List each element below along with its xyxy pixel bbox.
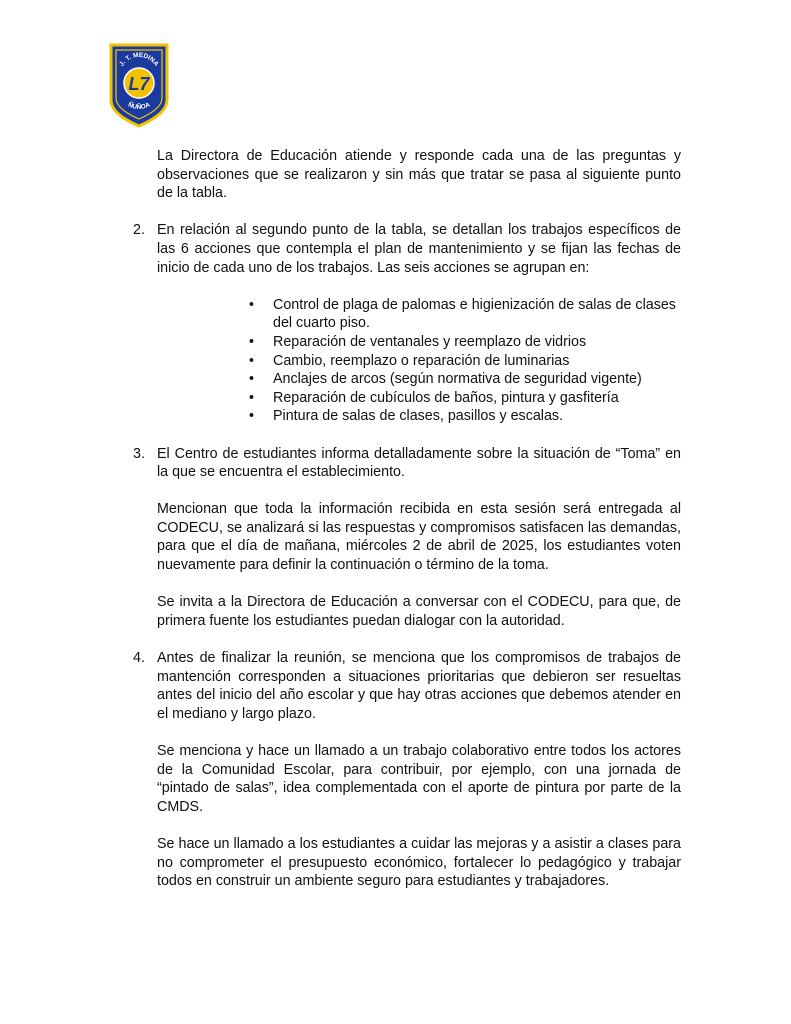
bullet-item: • Cambio, reemplazo o reparación de luminarias (249, 352, 681, 371)
item-number: 4. (133, 650, 145, 667)
list-item-3 (133, 445, 681, 631)
item-paragraph: Se menciona y hace un llamado a un trabajo colaborativo entre todos los actores de la Comunidad Escolar, para contribuir, por ejemplo, con una jornada de “pintado de salas”, idea complementada con el aporte de pintura por parte de la CMDS. (157, 743, 681, 815)
item-paragraph: Se hace un llamado a los estudiantes a cuidar las mejoras y a asistir a clases para no comprometer el presupuesto económico, fortalecer lo pedagógico y trabajar todos en construir un ambiente seguro para estudiantes y trabajadores. (157, 835, 681, 890)
bullet-item: • Control de plaga de palomas e higienización de salas de clases del cuarto piso. (249, 296, 681, 333)
bullet-item: • Anclajes de arcos (según normativa de seguridad vigente) (249, 370, 681, 389)
intro-paragraph: La Directora de Educación atiende y responde cada una de las preguntas y observaciones que se realizaron y sin más que tratar se pasa al siguiente punto de la tabla. (157, 148, 681, 202)
bullet-item: • Reparación de ventanales y reemplazo de vidrios (249, 333, 681, 352)
item-number: 2. (133, 222, 145, 239)
logo-top-text: J. T. MEDINA (118, 51, 160, 68)
maintenance-actions-list (157, 296, 681, 426)
item-paragraph: Se invita a la Directora de Educación a conversar con el CODECU, para que, de primera fuente los estudiantes puedan dialogar con la autoridad. (157, 594, 681, 629)
school-logo (108, 42, 170, 128)
logo-center-text: L7 (128, 74, 150, 94)
item-text: En relación al segundo punto de la tabla, se detallan los trabajos específicos de las 6 acciones que contempla el plan de mantenimiento y se fijan las fechas de inicio de cada uno de los trabajos. Las seis acciones se agrupan en: (157, 222, 681, 276)
item-paragraph: Mencionan que toda la información recibida en esta sesión será entregada al CODECU, se analizará si las respuestas y compromisos satisfacen las demandas, para que el día de mañana, miércoles 2 de abril de 2025, los estudiantes voten nuevamente para definir la continuación o término de la toma. (157, 501, 681, 574)
item-text: El Centro de estudiantes informa detalladamente sobre la situación de “Toma” en la que se encuentra el establecimiento. (157, 445, 681, 481)
bullet-item: • Reparación de cubículos de baños, pintura y gasfitería (249, 389, 681, 408)
item-text: Antes de finalizar la reunión, se menciona que los compromisos de trabajos de mantención corresponden a situaciones prioritarias que debieron ser resueltas antes del inicio del año escolar y que hay otras acciones que debemos atender en el mediano y largo plazo. (157, 650, 681, 722)
list-item-4 (133, 649, 681, 891)
logo-bottom-text: ÑUÑOA (126, 101, 152, 112)
list-item-2 (133, 221, 681, 426)
document-body (133, 147, 681, 891)
bullet-item: • Pintura de salas de clases, pasillos y escalas. (249, 407, 681, 426)
item-number: 3. (133, 445, 145, 462)
